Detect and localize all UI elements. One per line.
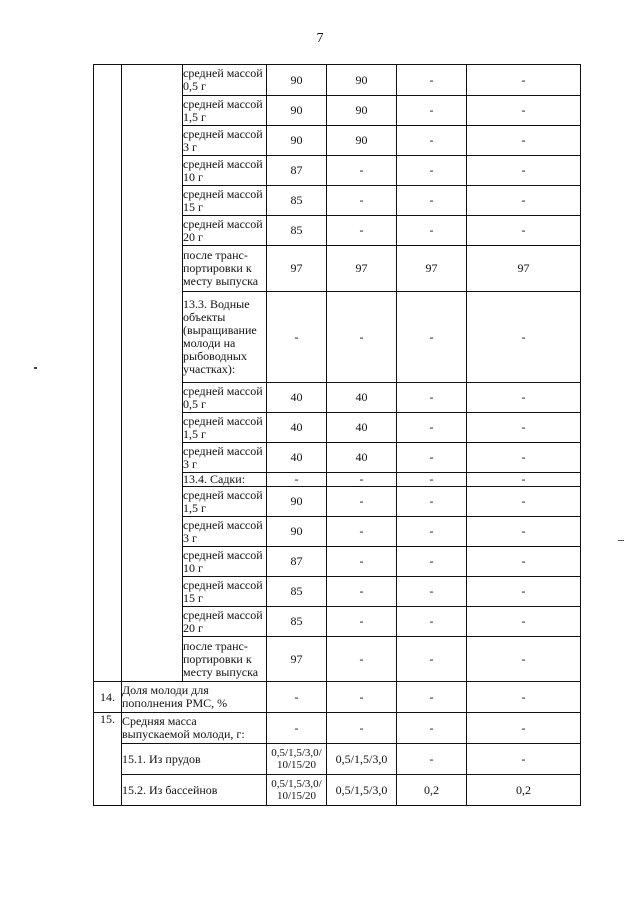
value-cell: - [467,713,581,744]
value-cell: - [467,487,581,517]
row-label: средней массой 1,5 г [183,96,267,126]
value-cell: 90 [267,96,327,126]
row-label: средней массой 0,5 г [183,65,267,96]
row-label: средней массой 3 г [183,126,267,156]
value-cell: - [397,156,467,186]
value-cell: 90 [267,65,327,96]
value-cell: 40 [267,443,327,473]
value-cell: - [397,517,467,547]
row-label: средней массой 15 г [183,186,267,216]
section-label-13-3: 13.3. Водные объекты (выращивание молоди на рыбоводных участках): [183,292,267,383]
row-label: средней массой 15 г [183,577,267,607]
value-cell: 97 [267,637,327,682]
value-cell: 40 [327,383,397,413]
value-cell: 40 [327,413,397,443]
row-label: средней массой 10 г [183,156,267,186]
value-cell: - [327,682,397,713]
row-number: 14. [94,682,122,713]
value-cell: - [397,65,467,96]
value-cell: - [467,156,581,186]
value-cell: - [467,65,581,96]
value-cell: 97 [267,246,327,292]
value-cell: - [327,637,397,682]
table-row [94,713,581,744]
value-cell: 90 [327,65,397,96]
value-cell: 97 [467,246,581,292]
value-cell: - [327,487,397,517]
value-cell: - [467,413,581,443]
value-cell: 40 [267,413,327,443]
number-cell [94,65,122,682]
value-cell: 90 [267,517,327,547]
value-cell: - [397,186,467,216]
row-label: средней массой 20 г [183,607,267,637]
value-cell: - [467,216,581,246]
value-cell: - [327,473,397,487]
row-label: после транс-портировки к месту выпуска [183,246,267,292]
value-cell: - [397,682,467,713]
row-number: 15. [94,713,122,806]
value-cell: - [327,156,397,186]
value-cell: - [397,473,467,487]
table-row [94,775,581,806]
value-cell: 87 [267,547,327,577]
value-cell: 85 [267,186,327,216]
value-cell: 90 [267,487,327,517]
value-cell: - [397,637,467,682]
value-cell: - [397,126,467,156]
value-cell: - [397,487,467,517]
page-number: 7 [316,31,324,46]
value-cell: - [267,682,327,713]
value-cell: 40 [327,443,397,473]
row-label: средней массой 3 г [183,517,267,547]
value-cell: - [397,292,467,383]
value-cell: - [397,216,467,246]
row-label: средней массой 3 г [183,443,267,473]
row-name: Средняя масса выпускаемой молоди, г: [122,713,267,744]
value-cell: - [267,473,327,487]
row-label: средней массой 10 г [183,547,267,577]
value-cell: - [327,607,397,637]
value-cell: - [467,292,581,383]
value-cell: 40 [267,383,327,413]
name-cell [122,65,183,682]
value-cell: 0,5/1,5/3,0 [327,775,397,806]
value-cell: 0,5/1,5/3,0 [327,744,397,775]
value-cell: - [467,186,581,216]
value-cell: - [467,577,581,607]
value-cell: - [467,517,581,547]
table-row [94,744,581,775]
value-cell: - [397,383,467,413]
value-cell: 85 [267,607,327,637]
value-cell: 85 [267,216,327,246]
value-cell: - [327,713,397,744]
row-name: 15.2. Из бассейнов [122,775,267,806]
value-cell: 90 [327,96,397,126]
value-cell: - [467,383,581,413]
value-cell: - [467,126,581,156]
value-cell: - [467,473,581,487]
value-cell: - [327,547,397,577]
row-name: 15.1. Из прудов [122,744,267,775]
value-cell: 85 [267,577,327,607]
scan-mark [34,367,37,369]
table-row [94,682,581,713]
value-cell: 90 [327,126,397,156]
value-cell: - [327,517,397,547]
value-cell: 97 [327,246,397,292]
value-cell: - [467,443,581,473]
row-name: Доля молоди для пополнения РМС, % [122,682,267,713]
value-cell: 0,2 [397,775,467,806]
value-cell: - [467,96,581,126]
value-cell: 0,2 [467,775,581,806]
data-table [93,64,581,806]
value-cell: - [397,413,467,443]
row-label: после транс-портировки к месту выпуска [183,637,267,682]
row-label: средней массой 0,5 г [183,383,267,413]
value-cell: - [467,637,581,682]
value-cell: 87 [267,156,327,186]
value-cell: 0,5/1,5/3,0/ 10/15/20 [267,744,327,775]
value-cell: - [467,682,581,713]
value-cell: - [397,96,467,126]
value-cell: 90 [267,126,327,156]
value-cell: - [397,577,467,607]
row-label: средней массой 20 г [183,216,267,246]
value-cell: - [467,607,581,637]
value-cell: - [267,713,327,744]
value-cell: - [397,547,467,577]
value-cell: - [397,443,467,473]
section-label-13-4: 13.4. Садки: [183,473,267,487]
value-cell: - [327,186,397,216]
value-cell: - [397,713,467,744]
table-row [94,65,581,96]
row-label: средней массой 1,5 г [183,487,267,517]
value-cell: - [467,547,581,577]
value-cell: - [397,744,467,775]
value-cell: 97 [397,246,467,292]
value-cell: 0,5/1,5/3,0/ 10/15/20 [267,775,327,806]
value-cell: - [267,292,327,383]
value-cell: - [327,216,397,246]
value-cell: - [327,292,397,383]
value-cell: - [467,744,581,775]
value-cell: - [397,607,467,637]
scan-mark [618,540,624,541]
row-label: средней массой 1,5 г [183,413,267,443]
value-cell: - [327,577,397,607]
